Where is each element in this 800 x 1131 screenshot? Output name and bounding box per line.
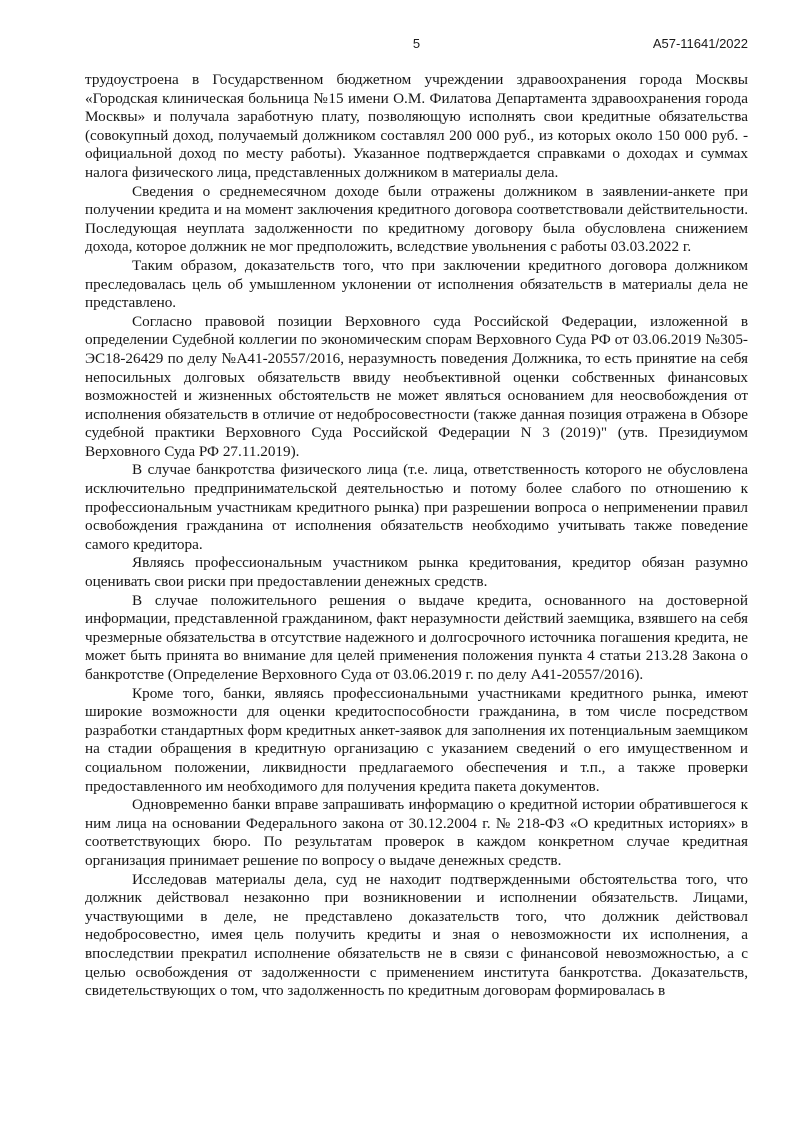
paragraph: В случае банкротства физического лица (т.е. лица, ответственность которого не обусловлена исключительно предпринимательской деятельностью и потому более слабого по отношению к профессиональным участникам кредитного рынка) при разрешении вопроса о неприменении правил освобождения гражданина от исполнения обязательств необходимо учитывать также поведение самого кредитора. xyxy=(85,461,748,553)
paragraph: Одновременно банки вправе запрашивать информацию о кредитной истории обратившегося к ним лица на основании Федерального закона от 30.12.2004 г. № 218-ФЗ «О кредитных историях» в соответствующих бюро. По результатам проверок в каждом конкретном случае кредитная организация принимает решение по вопросу о выдаче денежных средств. xyxy=(85,796,748,869)
case-number: А57-11641/2022 xyxy=(652,36,748,51)
paragraph: Согласно правовой позиции Верховного суда Российской Федерации, изложенной в определении Судебной коллегии по экономическим спорам Верховного Суда РФ от 03.06.2019 №305-ЭС18-26429 по делу №А41-20557/2016, неразумность поведения Должника, то есть принятие на себя непосильных долговых обязательств ввиду необъективной оценки собственных финансовых возможностей и жизненных обстоятельств не может являться основанием для неосвобождения от исполнения обязательств в отличие от недобросовестности (также данная позиция отражена в Обзоре судебной практики Верховного Суда Российской Федерации N 3 (2019)" (утв. Президиумом Верховного Суда РФ 27.11.2019). xyxy=(85,312,748,460)
paragraph: Исследовав материалы дела, суд не находит подтвержденными обстоятельства того, что должник действовал незаконно при возникновении и исполнении обязательств. Лицами, участвующими в деле, не представлено доказательств того, что должник действовал недобросовестно, имея цель получить кредиты и зная о невозможности их исполнения, а впоследствии прекратил исполнение обязательств не в связи с финансовой невозможностью, а с целью освобождения от задолженности с применением института банкротства. Доказательств, свидетельствующих о том, что задолженность по кредитным договорам формировалась в xyxy=(85,870,748,1000)
paragraph: Кроме того, банки, являясь профессиональными участниками кредитного рынка, имеют широкие возможности для оценки кредитоспособности гражданина, в том числе посредством разработки стандартных форм кредитных анкет-заявок для заполнения их потенциальным заемщиком на стадии обращения в кредитную организацию с указанием сведений о его имущественном и социальном положении, ликвидности предлагаемого обеспечения и т.п., а также проверки предоставленного им необходимого для получения кредита пакета документов. xyxy=(85,684,748,795)
paragraph: Таким образом, доказательств того, что при заключении кредитного договора должником преследовалась цель об умышленном уклонении от исполнения обязательств в материалы дела не представлено. xyxy=(85,256,748,312)
page-header xyxy=(85,36,748,54)
paragraph: Являясь профессиональным участником рынка кредитования, кредитор обязан разумно оценивать свои риски при предоставлении денежных средств. xyxy=(85,554,748,591)
paragraph-continuation: трудоустроена в Государственном бюджетном учреждении здравоохранения города Москвы «Городская клиническая больница №15 имени О.М. Филатова Департамента здравоохранения города Москвы» и получала заработную плату, позволяющую исполнять свои кредитные обязательства (совокупный доход, получаемый должником составлял 200 000 руб., из которых около 150 000 руб. - официальной доход по месту работы). Указанное подтверждается справками о доходах и суммах налога физического лица, представленных должником в материалы дела. xyxy=(85,71,748,181)
paragraph: Сведения о среднемесячном доходе были отражены должником в заявлении-анкете при получении кредита и на момент заключения кредитного договора соответствовали действительности. Последующая неуплата задолженности по кредитному договору была обусловлена снижением дохода, которое должник не мог предположить, вследствие увольнения с работы 03.03.2022 г. xyxy=(85,182,748,256)
page-number: 5 xyxy=(412,36,421,51)
document-body xyxy=(85,71,748,1001)
paragraph: В случае положительного решения о выдаче кредита, основанного на достоверной информации, представленной гражданином, факт неразумности действий заемщика, взявшего на себя чрезмерные обязательства в отсутствие надежного и долгосрочного источника погашения кредита, не может быть принята во внимание для целей применения положения пункта 4 статьи 213.28 Закона о банкротстве (Определение Верховного Суда от 03.06.2019 г. по делу А41-20557/2016). xyxy=(85,591,748,683)
